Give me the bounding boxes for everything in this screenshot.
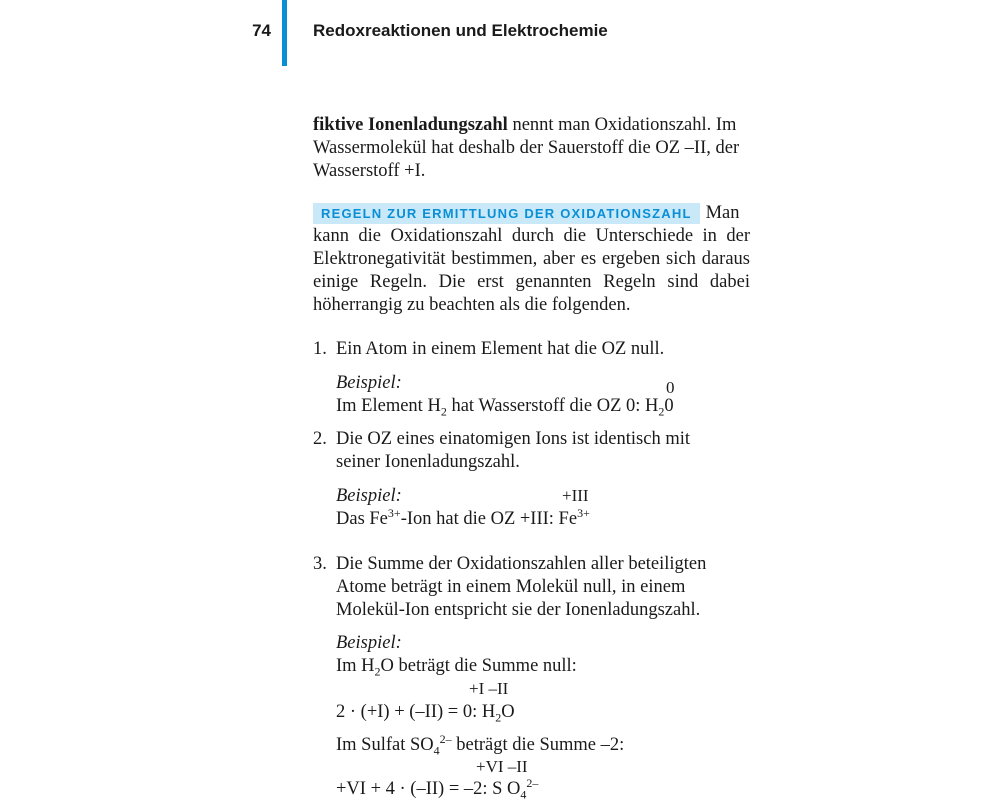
rule-1-example-part2: hat Wasserstoff die OZ 0: H (446, 396, 659, 416)
rules-text: Man kann die Oxidationszahl durch die Unterschiede in der Elektronegativität bestimmen, aber es ergeben sich daraus einige Regeln. Die erst genannten Regeln sind dabei höherrangig zu beachten als die folgenden. (313, 203, 750, 315)
sulfate-line-sup: 2– (439, 731, 452, 746)
rule-3-water-line (336, 655, 577, 678)
rule-2-example-sup1: 3+ (387, 505, 401, 520)
rule-2-ox-number: +III (562, 486, 589, 505)
sulfate-line-part1: Im Sulfat SO (336, 735, 434, 755)
sulfate-ox-numbers: +VI –II (476, 757, 528, 776)
sulfate-equation-sub: 4 (520, 787, 527, 802)
rule-3-text-line-1: Die Summe der Oxidationszahlen aller beteiligten (336, 554, 707, 574)
rule-2-number: 2. (313, 429, 327, 449)
intro-term: fiktive Ionenladungszahl (313, 115, 508, 135)
rule-1-example-line (336, 395, 674, 418)
rule-1-number: 1. (313, 339, 327, 359)
rule-1-example-part1: Im Element H (336, 396, 441, 416)
rule-3-sulfate-line (336, 731, 625, 758)
rule-1-example-sub1: 2 (440, 404, 447, 419)
sulfate-line-sub: 4 (433, 743, 440, 758)
rules-paragraph (313, 202, 750, 317)
rule-1-formula-tail: 0 (664, 396, 674, 416)
running-head: Redoxreaktionen und Elektrochemie (313, 21, 608, 40)
water-equation-sub: 2 (495, 710, 502, 725)
intro-text: nennt man Oxidationszahl. Im Wassermolekül hat deshalb der Sauerstoff die OZ –II, der Wasserstoff +I. (313, 115, 740, 181)
water-equation-tail: O (501, 702, 515, 722)
rules-heading: REGELN ZUR ERMITTLUNG DER OXIDATIONSZAHL (313, 203, 700, 224)
sulfate-equation (336, 775, 539, 802)
water-line-sub: 2 (374, 664, 381, 679)
rule-1-text: Ein Atom in einem Element hat die OZ null. (336, 339, 665, 359)
rule-2-formula-sup: 3+ (577, 505, 590, 520)
page-number: 74 (252, 21, 271, 40)
rule-1-example-label: Beispiel: (336, 373, 402, 393)
rule-2-example-line (336, 505, 590, 531)
sulfate-equation-sup: 2– (526, 775, 539, 790)
rule-3-number: 3. (313, 554, 327, 574)
sulfate-line-part2: beträgt die Summe –2: (451, 735, 625, 755)
water-equation-text: 2 · (+I) + (–II) = 0: H (336, 702, 496, 722)
rule-3-text-line-3: Molekül-Ion entspricht sie der Ionenladungszahl. (336, 600, 701, 620)
rule-1-formula-sub: 2 (658, 404, 665, 419)
sulfate-equation-text: +VI + 4 · (–II) = –2: S O (336, 779, 521, 799)
water-line-part2: O beträgt die Summe null: (380, 656, 577, 676)
intro-paragraph (313, 114, 750, 183)
rule-3-example-label: Beispiel: (336, 633, 402, 653)
water-line-part1: Im H (336, 656, 375, 676)
rule-2-example-part1: Das Fe (336, 509, 388, 529)
rule-2-example-part2: -Ion hat die OZ +III: Fe (400, 509, 578, 529)
rule-2-text-line-2: seiner Ionenladungszahl. (336, 452, 520, 472)
rule-1-ox-number: 0 (666, 378, 675, 397)
rule-3-text-line-2: Atome beträgt in einem Molekül null, in einem (336, 577, 686, 597)
water-ox-numbers: +I –II (469, 679, 509, 698)
rule-2-example-label: Beispiel: (336, 486, 402, 506)
rule-2-text-line-1: Die OZ eines einatomigen Ions ist identisch mit (336, 429, 691, 449)
water-equation (336, 701, 515, 724)
header-accent-bar (282, 0, 287, 66)
